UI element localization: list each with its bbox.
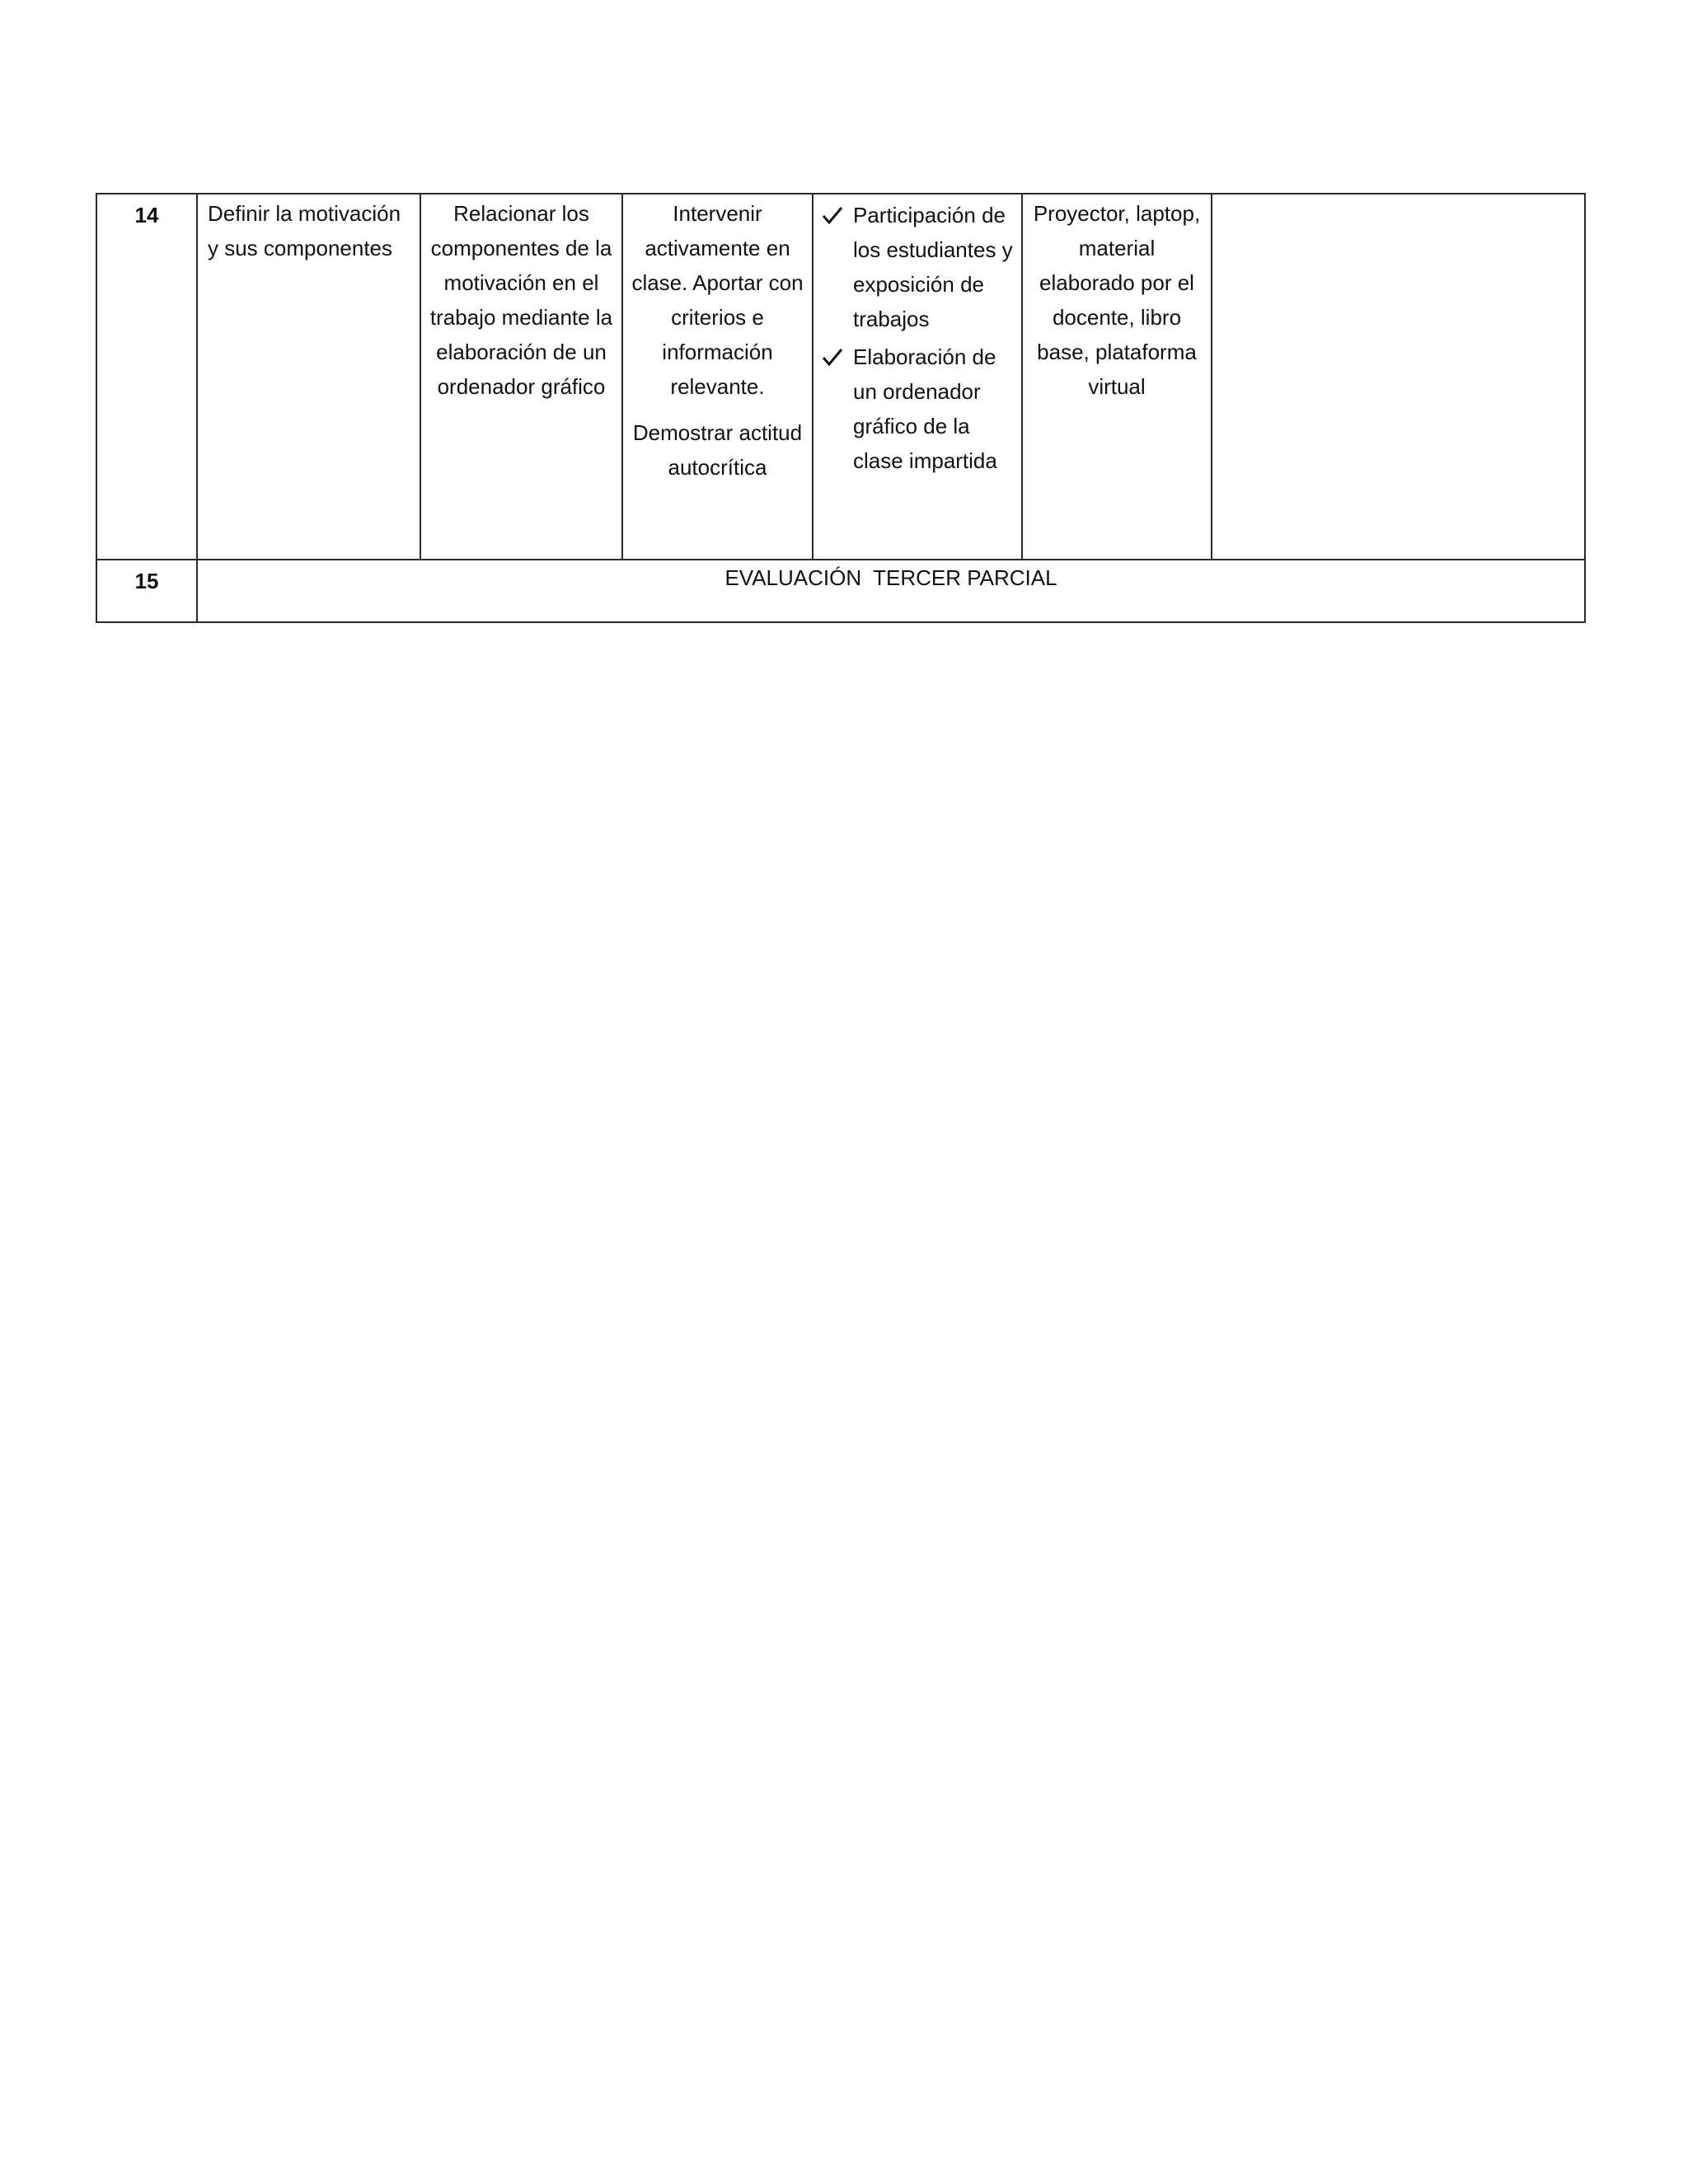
list-item xyxy=(822,198,1016,336)
check-icon xyxy=(822,340,853,374)
attitude-paragraph: Demostrar actitud autocrítica xyxy=(632,420,803,480)
empty-cell xyxy=(1212,194,1585,560)
check-icon xyxy=(822,198,853,232)
table-row xyxy=(96,560,1585,622)
attitude-cell xyxy=(622,194,813,560)
attitude-paragraph: Intervenir activamente en clase. Aportar con criterios e información relevante. xyxy=(631,201,804,399)
resources-cell: Proyector, laptop, material elaborado por el docente, libro base, plataforma virtual xyxy=(1022,194,1212,560)
activity-text: Participación de los estudiantes y exposición de trabajos xyxy=(853,203,1013,331)
evaluation-cell xyxy=(197,560,1585,622)
activities-list xyxy=(814,194,1021,478)
objective-cell: Definir la motivación y sus componentes xyxy=(197,194,420,560)
table-row xyxy=(96,194,1585,560)
skill-cell: Relacionar los componentes de la motivación en el trabajo mediante la elaboración de un ordenador gráfico xyxy=(420,194,622,560)
list-item xyxy=(822,340,1016,478)
lesson-plan-table xyxy=(96,193,1586,623)
activities-cell xyxy=(813,194,1022,560)
activity-text: Elaboración de un ordenador gráfico de la clase impartida xyxy=(853,344,997,473)
evaluation-label: EVALUACIÓN TERCER PARCIAL xyxy=(724,565,1057,590)
week-number-cell: 15 xyxy=(96,560,197,622)
week-number-cell: 14 xyxy=(96,194,197,560)
